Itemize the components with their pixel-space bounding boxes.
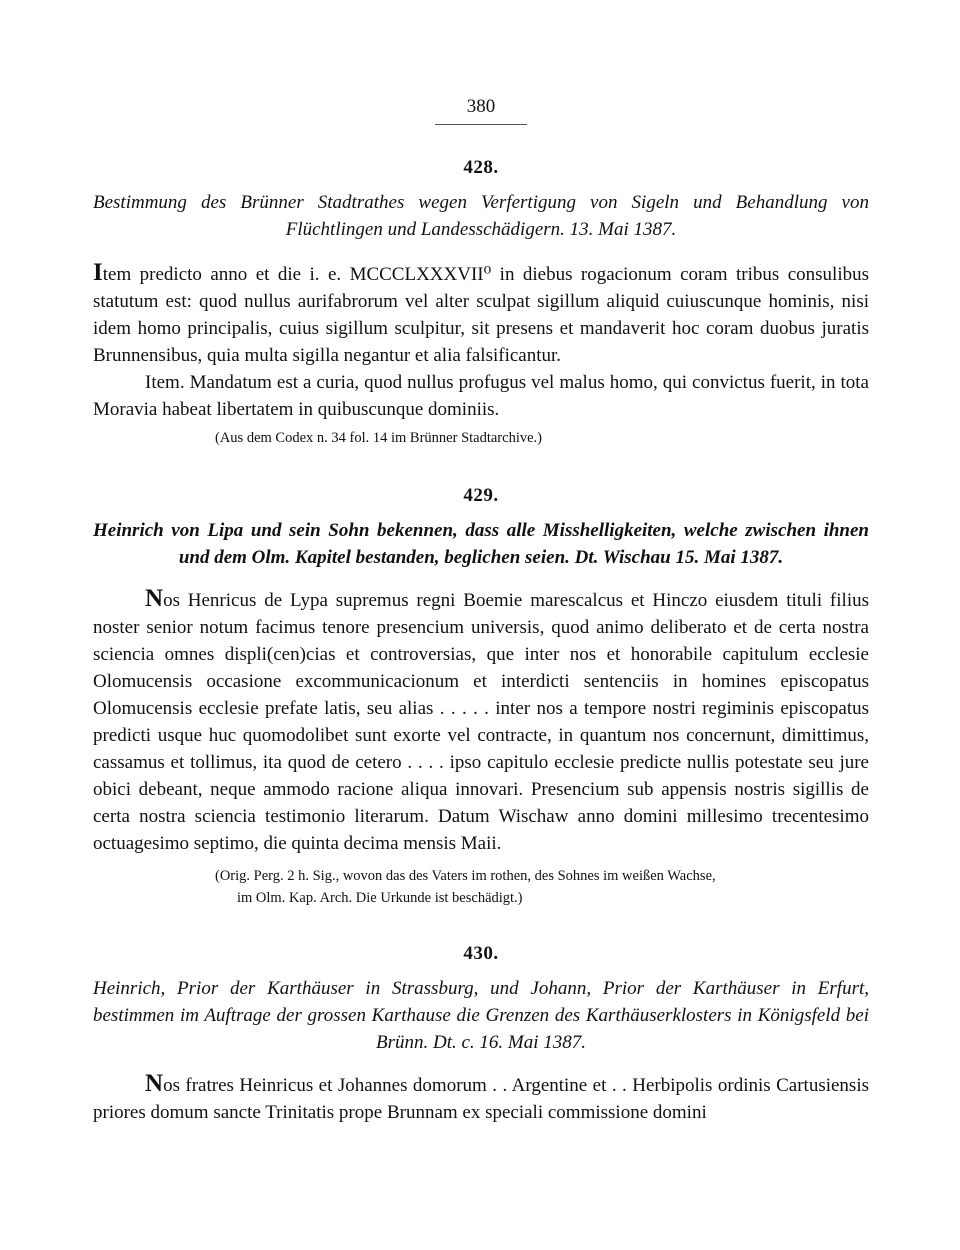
page-number-rule [435,124,527,125]
page-number: 380 [466,96,496,117]
entry-heading: Heinrich von Lipa und sein Sohn bekennen, dass alle Misshelligkeiten, welche zwischen ihnen und dem Olm. Kapitel bestanden, beglichen seien. Dt. Wischau 15. Mai 1387. [93,520,869,568]
paragraph-text: tem predicto anno et die i. e. MCCCLXXXVII⁰ in diebus rogacionum coram tribus consulibus statutum est: quod nullus aurifabrorum vel alter sculpat sigillum aliquid cuiuscunque hominis, nisi idem homo principalis, cuius sigillum sculpitur, sit presens et mandaverit hoc coram duobus juratis Brunnensibus, quia multa sigilla negantur et alia falsificantur. [93,264,869,366]
entry-heading: Bestimmung des Brünner Stadtrathes wegen Verfertigung von Sigeln und Behandlung von Flüchtlingen und Landesschädigern. 13. Mai 1387. [93,192,869,240]
entry-number: 428. [463,157,499,178]
paragraph: Item. Mandatum est a curia, quod nullus profugus vel malus homo, qui convictus fuerit, in tota Moravia habeat libertatem in quibuscunque dominiis. [93,372,869,420]
source-line: im Olm. Kap. Arch. Die Urkunde ist beschädigt.) [237,890,523,906]
page [93,96,869,1126]
entry-430 [93,943,869,1126]
paragraph-text: os Henricus de Lypa supremus regni Boemie marescalcus et Hinczo eiusdem tituli filius noster senior notum facimus tenore presencium universis, quod animo deliberato et de certa nostra sciencia omnes displi(cen)cias et controversias, que inter nos et honorabile capitulum ecclesie Olomucensis occasione excommunicacionum et interdicti sentenciis in homines episcopatus Olomucensis ecclesie prefate latis, seu alias . . . . . inter nos a tempore nostri regiminis episcopatus predicti usque huc quomodolibet sunt exorte vel contracte, in quantum nos concernunt, dimittimus, cassamus et tollimus, ita quod de cetero . . . . ipso capitulo ecclesie predicte nullis potestate seu jure obici debeant, neque ammodo racione aliqua innovari. Presencium sub appensis nostris sigillis de certa nostra sciencia testimonio literarum. Datum Wischaw anno domini millesimo trecentesimo octuagesimo septimo, die quinta decima mensis Maii. [93,590,869,854]
initial-letter: I [93,259,103,286]
entry-heading: Heinrich, Prior der Karthäuser in Strassburg, und Johann, Prior der Karthäuser in Erfurt, bestimmen im Auftrage der grossen Karthause die Grenzen des Karthäuserklosters in Königsfeld bei Brünn. Dt. c. 16. Mai 1387. [93,978,869,1053]
entry-number: 430. [463,943,499,964]
paragraph [93,1070,869,1126]
entry-body [93,259,869,423]
entry-body [93,585,869,857]
paragraph-text: os fratres Heinricus et Johannes domorum . . Argentine et . . Herbipolis ordinis Cartusiensis priores domum sancte Trinitatis prope Brunnam ex speciali commissione domini [93,1075,869,1123]
source-line: (Orig. Perg. 2 h. Sig., wovon das des Vaters im rothen, des Sohnes im weißen Wachse, [215,868,716,884]
source-note: (Aus dem Codex n. 34 fol. 14 im Brünner Stadtarchive.) [215,430,542,446]
entry-body [93,1070,869,1126]
source-note [93,865,869,909]
paragraph [93,259,869,369]
entry-428 [93,157,869,449]
paragraph [93,585,869,857]
initial-letter: N [145,585,164,612]
entry-429 [93,485,869,909]
initial-letter: N [145,1070,164,1097]
entry-number: 429. [463,485,499,506]
